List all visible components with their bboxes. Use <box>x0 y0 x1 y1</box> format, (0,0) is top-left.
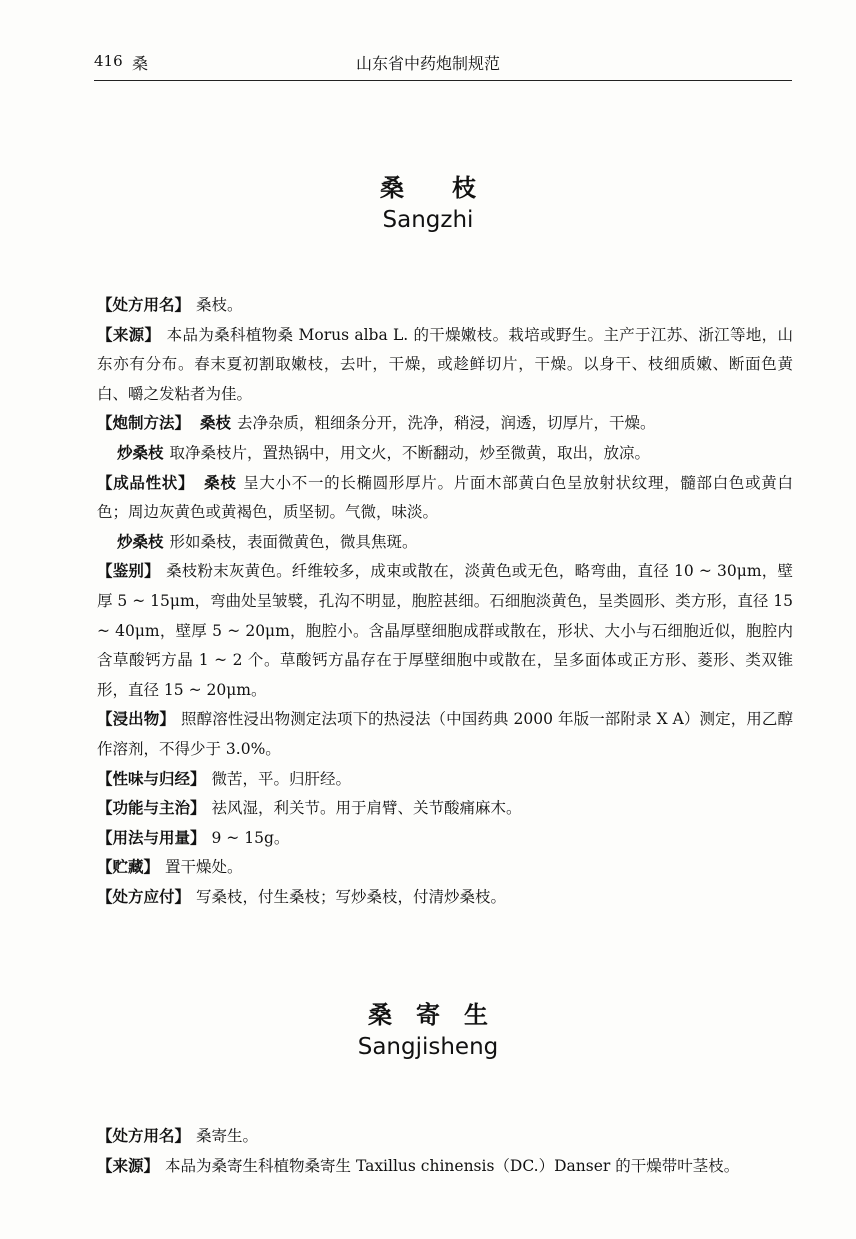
entry-body <box>97 1122 793 1181</box>
sub-label: 桑枝 <box>204 473 237 492</box>
page-name: 桑 <box>132 54 149 73</box>
entry-title: 桑 枝 <box>380 174 476 202</box>
paragraph <box>97 439 793 469</box>
paragraph <box>97 853 793 883</box>
paragraph <box>97 824 793 854</box>
paragraph <box>97 321 793 410</box>
section-label: 【性味与归经】 <box>97 769 206 788</box>
entry-pinyin: Sangzhi <box>382 207 474 233</box>
paragraph-text: 祛风湿，利关节。用于肩臂、关节酸痛麻木。 <box>211 799 522 818</box>
paragraph-text: 本品为桑寄生科植物桑寄生 Taxillus chinensis（DC.）Danser 的干燥带叶茎枝。 <box>165 1156 740 1175</box>
section-label: 【处方用名】 <box>97 1127 191 1145</box>
section-label: 【鉴别】 <box>97 562 160 581</box>
entry-body <box>97 291 793 912</box>
paragraph <box>97 1152 793 1182</box>
sub-label: 炒桑枝 <box>117 443 164 462</box>
section-label: 【处方应付】 <box>97 887 191 906</box>
paragraph-text: 去净杂质，粗细条分开，洗净，稍浸，润透，切厚片，干燥。 <box>237 414 656 433</box>
paragraph <box>97 557 793 705</box>
paragraph-text: 写桑枝，付生桑枝；写炒桑枝，付清炒桑枝。 <box>196 887 507 906</box>
section-label: 【炮制方法】 <box>97 414 191 433</box>
paragraph <box>97 705 793 764</box>
page-number: 416 <box>94 52 123 70</box>
paragraph-text: 置干燥处。 <box>165 858 243 877</box>
section-label: 【来源】 <box>97 325 161 344</box>
section-label: 【功能与主治】 <box>97 799 206 818</box>
paragraph-text: 桑寄生。 <box>196 1127 259 1145</box>
section-label: 【来源】 <box>97 1156 160 1175</box>
sub-label: 炒桑枝 <box>117 532 164 551</box>
section-label: 【浸出物】 <box>97 710 175 729</box>
section-label: 【用法与用量】 <box>97 828 206 847</box>
paragraph-text: 本品为桑科植物桑 Morus alba L. 的干燥嫩枝。栽培或野生。主产于江苏、浙江等地，山东亦有分布。春末夏初割取嫩枝，去叶，干燥，或趁鲜切片，干燥。以身干、枝细质嫩、断面色黄白、嚼之发粘者为佳。 <box>97 325 793 403</box>
entry-title: 桑 寄 生 <box>368 1001 488 1029</box>
paragraph-text: 微苦，平。归肝经。 <box>211 769 352 788</box>
paragraph <box>97 883 793 913</box>
paragraph-text: 桑枝。 <box>196 296 243 314</box>
paragraph-text: 9 ~ 15g。 <box>211 828 290 847</box>
paragraph-text: 取净桑枝片，置热锅中，用文火，不断翻动，炒至微黄，取出，放凉。 <box>169 443 651 462</box>
paragraph-text: 桑枝粉末灰黄色。纤维较多，成束或散在，淡黄色或无色，略弯曲，直径 10 ~ 30μm，壁厚 5 ~ 15μm，弯曲处呈皱襞，孔沟不明显，胞腔甚细。石细胞淡黄色，呈类圆形、类方形，直径 15 ~ 40μm，壁厚 5 ~ 20μm，胞腔小。含晶厚壁细胞成群或散在，形状、大小与石细胞近似，胞腔内含草酸钙方晶 1 ~ 2 个。草酸钙方晶存在于厚壁细胞中或散在，呈多面体或正方形、菱形、类双锥形，直径 15 ~ 20μm。 <box>97 562 793 699</box>
paragraph <box>97 528 793 558</box>
sub-label: 桑枝 <box>200 414 232 433</box>
paragraph-text: 形如桑枝，表面微黄色，微具焦斑。 <box>169 532 418 551</box>
book-title: 山东省中药炮制规范 <box>356 54 501 73</box>
paragraph <box>97 291 793 321</box>
paragraph <box>97 409 793 439</box>
section-label: 【贮藏】 <box>97 858 160 877</box>
running-header <box>94 44 792 81</box>
section-label: 【成品性状】 <box>97 473 195 492</box>
paragraph <box>97 1122 793 1152</box>
paragraph-text: 照醇溶性浸出物测定法项下的热浸法（中国药典 2000 年版一部附录 X A）测定，用乙醇作溶剂，不得少于 3.0%。 <box>97 710 793 758</box>
entry-pinyin: Sangjisheng <box>357 1034 499 1060</box>
paragraph <box>97 794 793 824</box>
paragraph <box>97 765 793 795</box>
paragraph <box>97 469 793 528</box>
section-label: 【处方用名】 <box>97 296 191 314</box>
paragraph-text: 呈大小不一的长椭圆形厚片。片面木部黄白色呈放射状纹理，髓部白色或黄白色；周边灰黄色或黄褐色，质坚韧。气微，味淡。 <box>97 473 793 522</box>
